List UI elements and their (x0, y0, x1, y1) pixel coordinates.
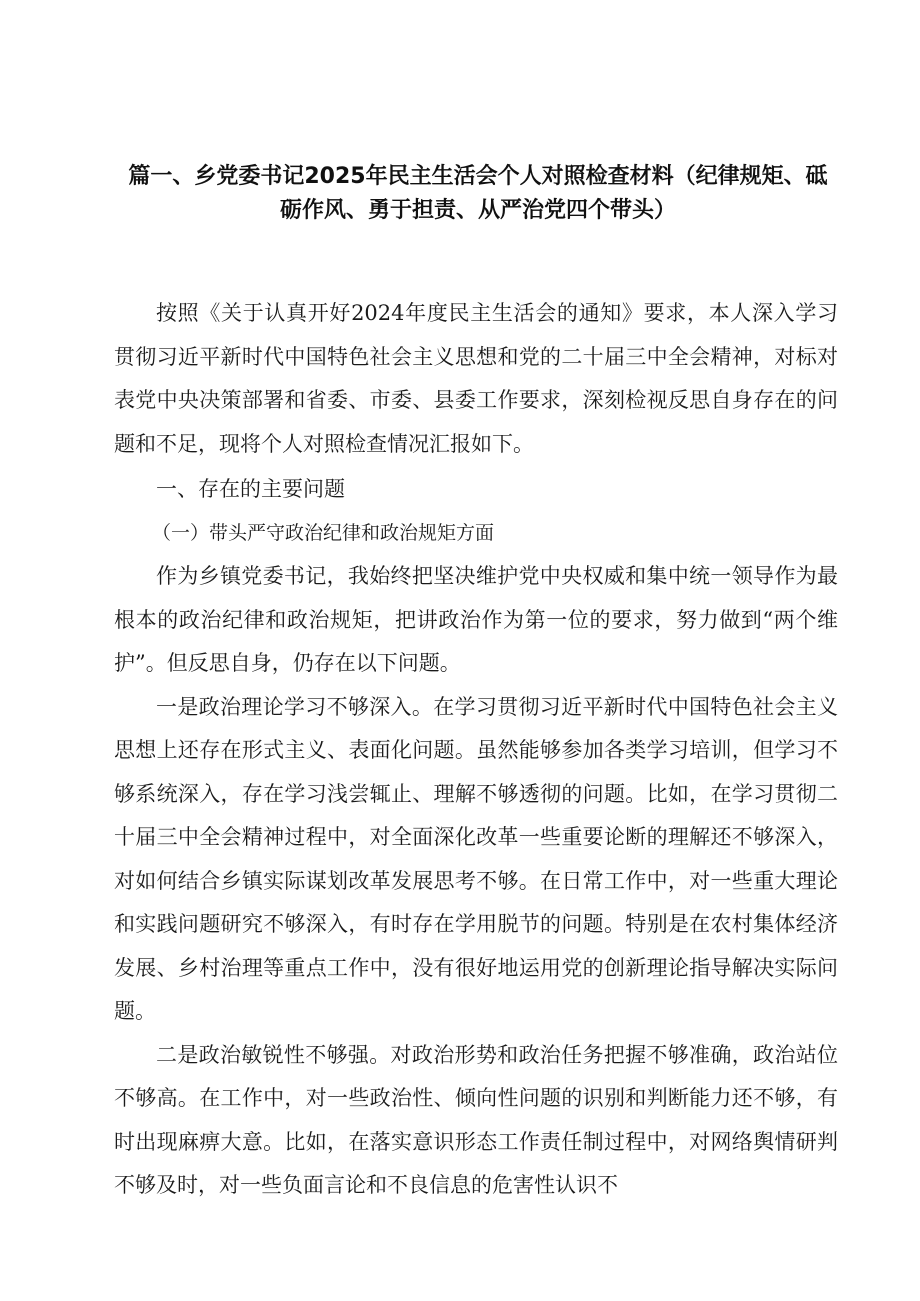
document-body (114, 292, 838, 1208)
section-heading: 一、存在的主要问题 (156, 477, 345, 501)
intro-paragraph: 按照《关于认真开好2024年度民主生活会的通知》要求，本人深入学习贯彻习近平新时代中国特色社会主义思想和党的二十届三中全会精神，对标对表党中央决策部署和省委、市委、县委工作要求，深刻检视反思自身存在的问题和不足，现将个人对照检查情况汇报如下。 (114, 301, 838, 456)
subsection-heading: （一）带头严守政治纪律和政治规矩方面 (152, 521, 495, 544)
body-paragraph: 作为乡镇党委书记，我始终把坚决维护党中央权威和集中统一领导作为最根本的政治纪律和政治规矩，把讲政治作为第一位的要求，努力做到“两个维护”。但反思自身，仍存在以下问题。 (114, 564, 838, 675)
body-paragraph: 一是政治理论学习不够深入。在学习贯彻习近平新时代中国特色社会主义思想上还存在形式主义、表面化问题。虽然能够参加各类学习培训，但学习不够系统深入，存在学习浅尝辄止、理解不够透彻的问题。比如，在学习贯彻二十届三中全会精神过程中，对全面深化改革一些重要论断的理解还不够深入，对如何结合乡镇实际谋划改革发展思考不够。在日常工作中，对一些重大理论和实践问题研究不够深入，有时存在学用脱节的问题。特别是在农村集体经济发展、乡村治理等重点工作中，没有很好地运用党的创新理论指导解决实际问题。 (114, 694, 838, 1023)
document-title: 篇一、乡党委书记2025年民主生活会个人对照检查材料（纪律规矩、砥砺作风、勇于担责、从严治党四个带头） (128, 164, 828, 223)
body-paragraph: 二是政治敏锐性不够强。对政治形势和政治任务把握不够准确，政治站位不够高。在工作中，对一些政治性、倾向性问题的识别和判断能力还不够，有时出现麻痹大意。比如，在落实意识形态工作责任制过程中，对网络舆情研判不够及时，对一些负面言论和不良信息的危害性认识不 (114, 1042, 838, 1197)
